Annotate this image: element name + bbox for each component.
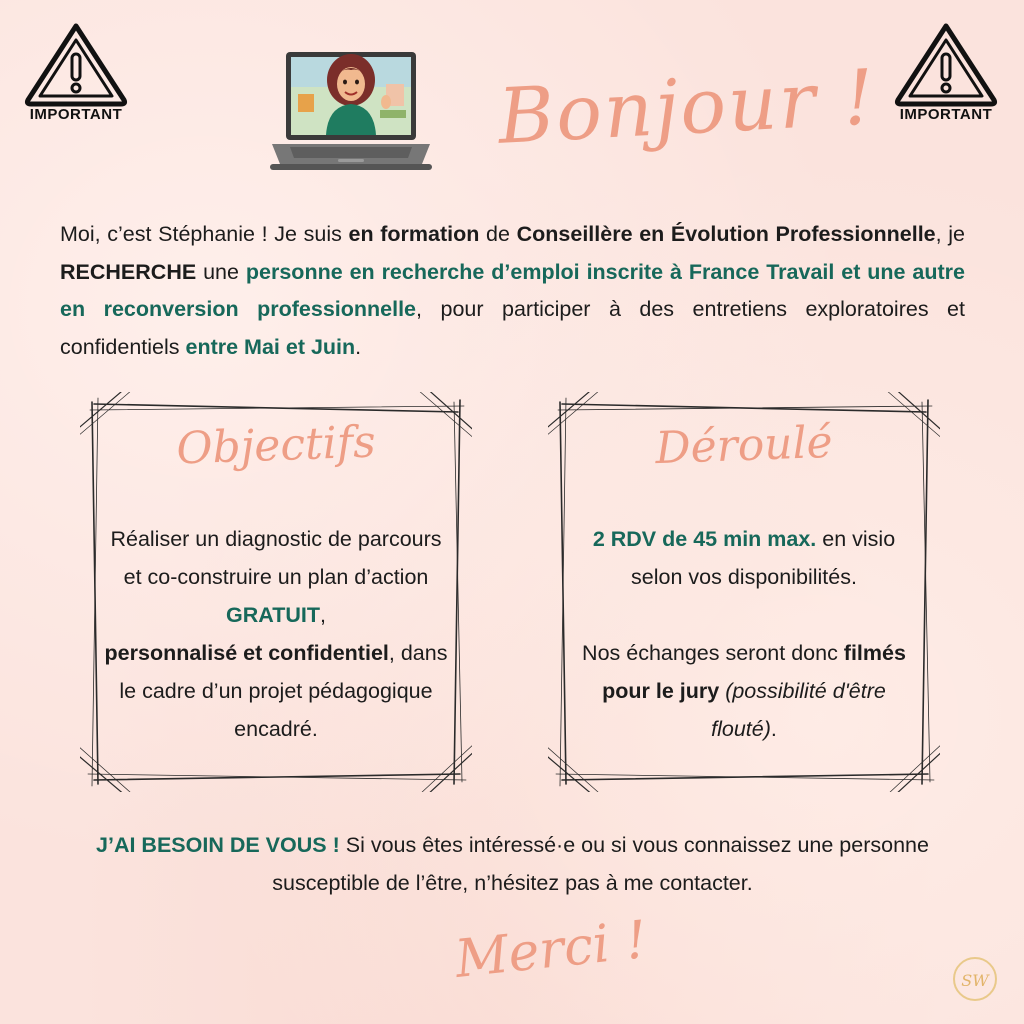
deroule-text-2: Nos échanges seront donc [582,641,844,665]
cta-text: Si vous êtes intéressé·e ou si vous connaissez une personne susceptible de l’être, n’hésitez pas à me contacter. [272,833,929,895]
cta-highlight: J’AI BESOIN DE VOUS ! [96,833,340,857]
objectifs-bold: personnalisé et confidentiel [104,641,389,665]
objectifs-title: Objectifs [175,416,377,475]
deroule-italic: (possibilité d'être flouté) [711,679,886,741]
intro-text: de [479,222,517,246]
intro-highlight-profiles: personne en recherche d’emploi inscrite à France Travail et une autre en reconversion professionnelle [60,259,966,321]
intro-bold-cep: Conseillère en Évolution Professionnelle [516,222,936,246]
warning-triangle-icon [892,20,1000,108]
deroule-rdv: 2 RDV de 45 min max. [592,527,817,551]
merci-signoff: Merci ! [452,910,650,990]
intro-bold-recherche: RECHERCHE [60,259,197,284]
intro-text: une [196,259,246,284]
intro-text: , je [935,222,966,246]
spacer [568,596,920,634]
objectifs-comma: , [319,603,326,627]
objectifs-text-2: , dans le cadre d’un projet pédagogique encadré. [119,641,448,741]
objectifs-text [100,520,452,748]
intro-text: Moi, c’est Stéphanie ! Je suis [60,222,349,246]
deroule-box [548,392,940,792]
deroule-period: . [770,717,777,741]
call-to-action [60,826,965,902]
objectifs-box [80,392,472,792]
sw-logo: SW [953,957,997,1001]
important-label: IMPORTANT [899,106,993,123]
intro-highlight-dates: entre Mai et Juin [185,334,356,359]
deroule-text [568,520,920,748]
warning-triangle-icon [22,20,130,108]
intro-bold-formation: en formation [348,222,480,246]
deroule-text-1: en visio selon vos disponibilités. [631,527,896,589]
intro-paragraph [60,216,965,366]
important-label: IMPORTANT [29,106,123,123]
greeting-title: Bonjour ! [495,52,878,161]
important-warning-left [20,20,132,123]
objectifs-text-1: Réaliser un diagnostic de parcours et co-construire un plan d’action [110,527,442,589]
intro-text: , pour participer à des entretiens exploratoires et confidentiels [60,297,965,359]
laptop-avatar-illustration [268,34,434,174]
deroule-bold: filmés pour le jury [602,641,906,703]
objectifs-gratuit: GRATUIT [226,603,320,627]
intro-text: . [355,334,362,359]
important-warning-right [890,20,1002,123]
deroule-title: Déroulé [654,416,834,475]
